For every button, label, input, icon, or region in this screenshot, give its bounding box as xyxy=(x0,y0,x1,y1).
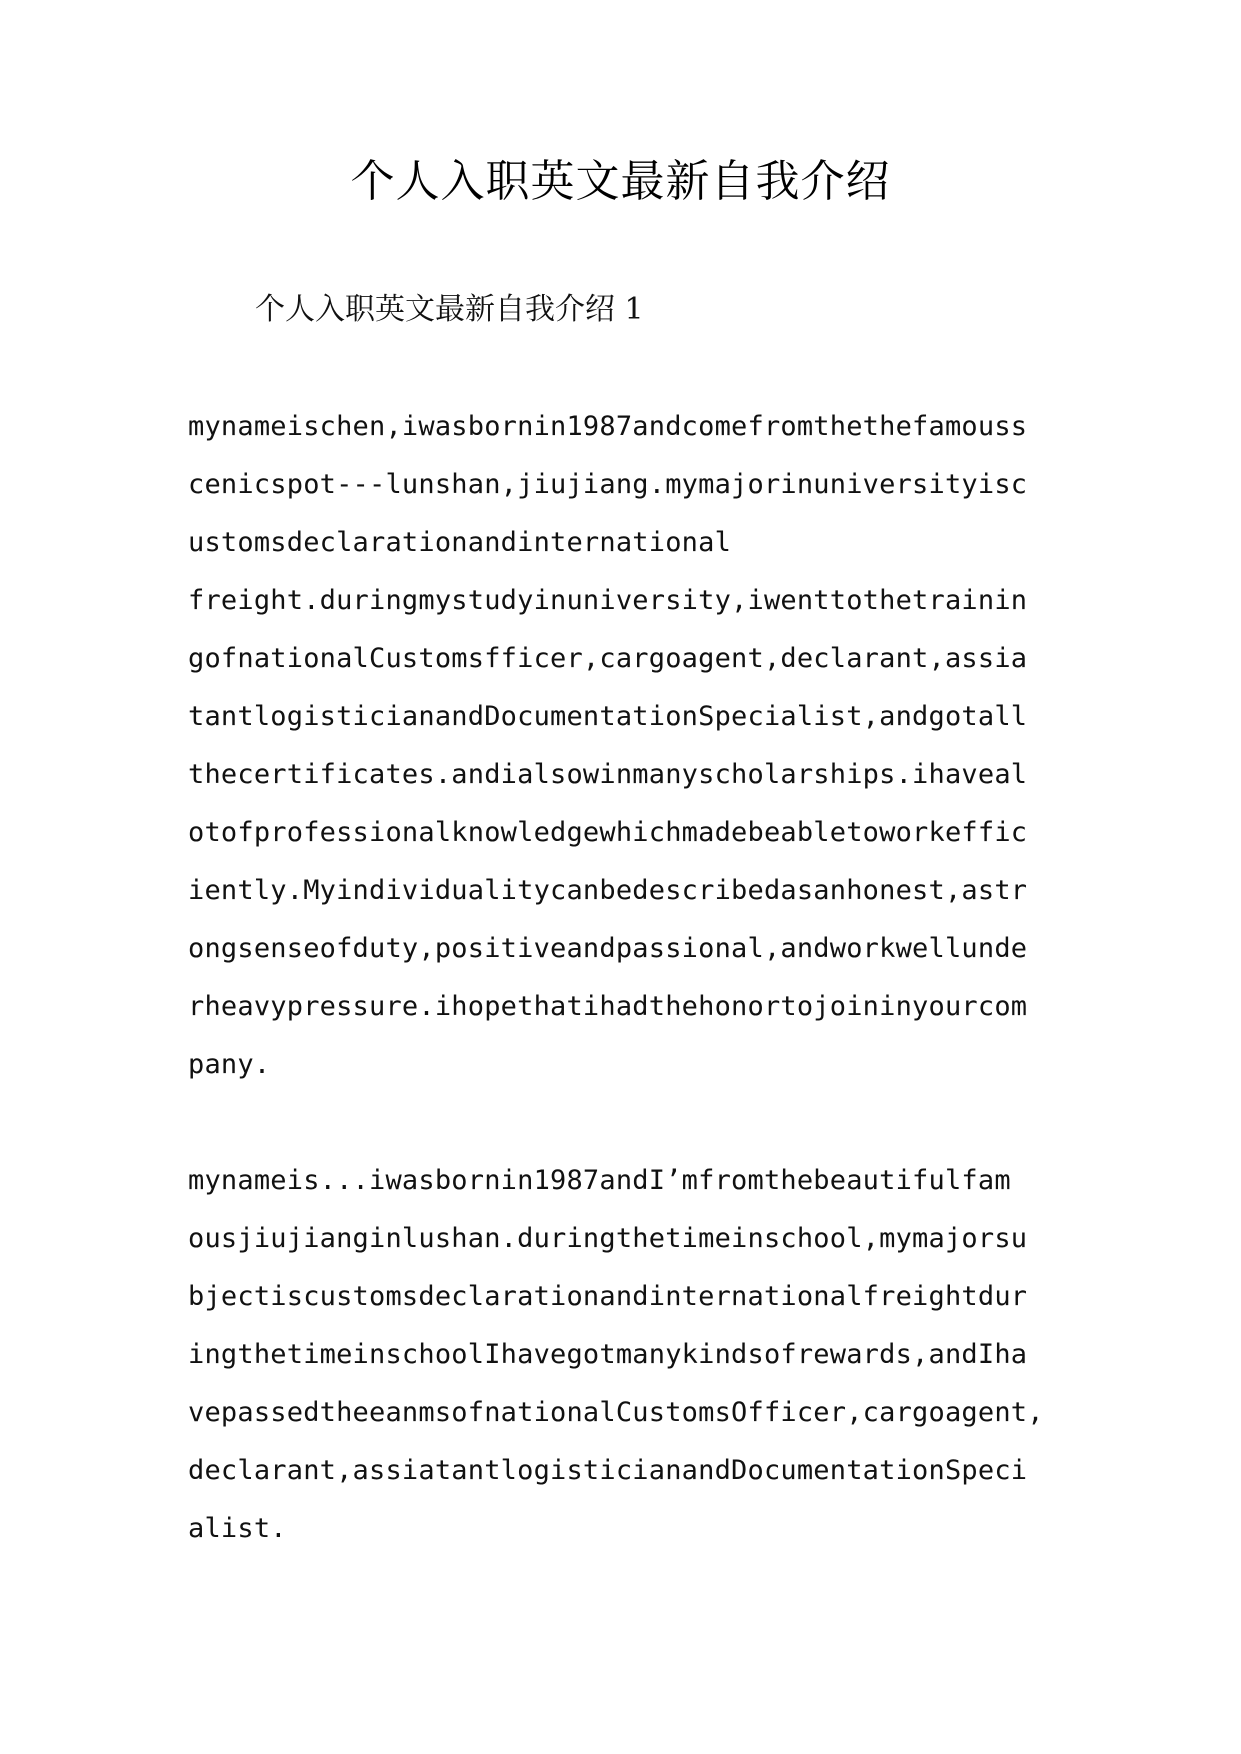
paragraph-line: iently.Myindividualitycanbedescribedasanhonest,astr xyxy=(188,875,1028,906)
paragraph-line: tantlogisticianandDocumentationSpecialist,andgotall xyxy=(188,701,1028,732)
paragraph-line: ousjiujianginlushan.duringthetimeinschool,mymajorsu xyxy=(188,1223,1028,1254)
paragraph-line: otofprofessionalknowledgewhichmadebeabletoworkeffic xyxy=(188,817,1028,848)
paragraph-line: ingthetimeinschoolIhavegotmanykindsofrewards,andIha xyxy=(188,1339,1028,1370)
paragraph-line: alist. xyxy=(188,1513,287,1544)
paragraph-line: cenicspot---lunshan,jiujiang.mymajorinuniversityisc xyxy=(188,469,1028,500)
document-title: 个人入职英文最新自我介绍 xyxy=(350,156,891,207)
paragraph-line: mynameis...iwasbornin1987andI’mfromthebeautifulfam xyxy=(188,1165,1011,1196)
paragraph-line: ustomsdeclarationandinternational xyxy=(188,527,732,558)
paragraph-2 xyxy=(188,1152,1044,1558)
paragraph-line: vepassedtheeanmsofnationalCustomsOfficer,cargoagent, xyxy=(188,1397,1044,1428)
paragraph-line: rheavypressure.ihopethatihadthehonortojoininyourcom xyxy=(188,991,1028,1022)
paragraph-line: declarant,assiatantlogisticianandDocumentationSpeci xyxy=(188,1455,1028,1486)
section-heading: 个人入职英文最新自我介绍 1 xyxy=(255,292,644,327)
paragraph-line: pany. xyxy=(188,1049,271,1080)
paragraph-line: mynameischen,iwasbornin1987andcomefromthethefamouss xyxy=(188,411,1028,442)
paragraph-line: ongsenseofduty,positiveandpassional,andworkwellunde xyxy=(188,933,1028,964)
paragraph-line: bjectiscustomsdeclarationandinternationalfreightdur xyxy=(188,1281,1028,1312)
paragraph-line: freight.duringmystudyinuniversity,iwenttothetrainin xyxy=(188,585,1028,616)
paragraph-line: thecertificates.andialsowinmanyscholarships.ihaveal xyxy=(188,759,1028,790)
paragraph-line: gofnationalCustomsfficer,cargoagent,declarant,assia xyxy=(188,643,1028,674)
paragraph-1 xyxy=(188,398,1027,1094)
